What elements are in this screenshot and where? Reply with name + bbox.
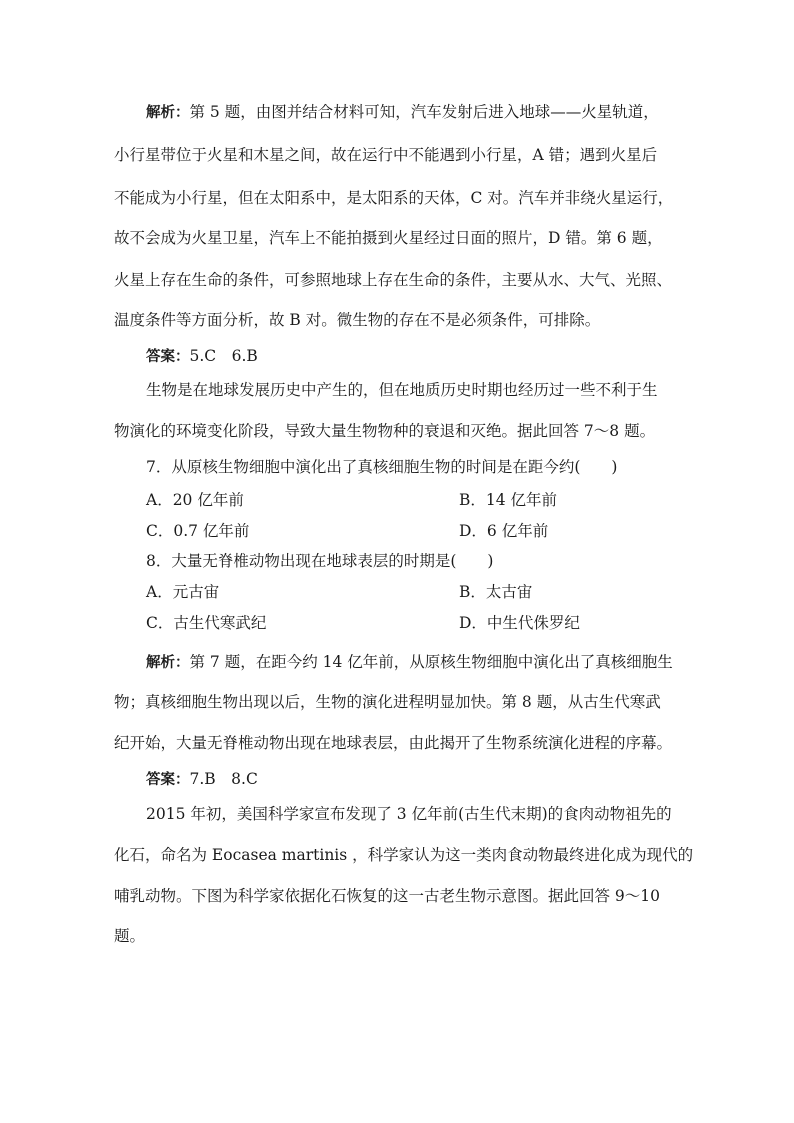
- material-line-2: 物演化的环境变化阶段，导致大量生物物种的衰退和灭绝。据此回答 7～8 题。: [114, 422, 656, 440]
- answer-label: 答案：: [146, 349, 190, 365]
- question-7-option-a[interactable]: A．20 亿年前: [146, 491, 244, 509]
- material-2-line-4: 题。: [114, 927, 146, 945]
- analysis-label: 解析：: [146, 655, 190, 671]
- analysis-line-5: 火星上存在生命的条件，可参照地球上存在生命的条件，主要从水、大气、光照、: [114, 271, 673, 289]
- question-7-option-d[interactable]: D．6 亿年前: [459, 522, 549, 540]
- analysis-label: 解析：: [146, 105, 190, 121]
- question-8-option-a[interactable]: A．元古宙: [146, 583, 220, 601]
- answer-5-6: 答案：5.C 6.B: [146, 347, 258, 365]
- analysis-7-8-line-3: 纪开始，大量无脊椎动物出现在地球表层，由此揭开了生物系统演化进程的序幕。: [114, 734, 673, 752]
- question-7-option-b[interactable]: B．14 亿年前: [459, 491, 558, 509]
- analysis-line-2: 小行星带位于火星和木星之间，故在运行中不能遇到小行星，A 错；遇到火星后: [114, 146, 658, 164]
- question-7-option-c[interactable]: C．0.7 亿年前: [146, 522, 250, 540]
- answer-label: 答案：: [146, 772, 190, 788]
- material-2-line-2: 化石，命名为 Eocasea martinis ，科学家认为这一类肉食动物最终进化成为现代的: [114, 846, 694, 864]
- analysis-7-8-line-2: 物；真核细胞生物出现以后，生物的演化进程明显加快。第 8 题，从古生代寒武: [114, 693, 661, 711]
- material-line-1: 生物是在地球发展历史中产生的，但在地质历史时期也经历过一些不利于生: [146, 381, 658, 399]
- material-2-line-1: 2015 年初，美国科学家宣布发现了 3 亿年前(古生代末期)的食肉动物祖先的: [146, 805, 672, 823]
- analysis-line-4: 故不会成为火星卫星，汽车上不能拍摄到火星经过日面的照片，D 错。第 6 题，: [114, 229, 663, 247]
- analysis-line-6: 温度条件等方面分析，故 B 对。微生物的存在不是必须条件，可排除。: [114, 311, 601, 329]
- question-7-stem: 7．从原核生物细胞中演化出了真核细胞生物的时间是在距今约( ): [146, 458, 618, 476]
- material-2-line-3: 哺乳动物。下图为科学家依据化石恢复的这一古老生物示意图。据此回答 9～10: [114, 887, 661, 905]
- question-8-option-b[interactable]: B．太古宙: [459, 583, 533, 601]
- question-8-stem: 8．大量无脊椎动物出现在地球表层的时期是( ): [146, 552, 494, 570]
- answer-7-8: 答案：7.B 8.C: [146, 770, 258, 788]
- analysis-line-1: 解析：第 5 题，由图并结合材料可知，汽车发射后进入地球——火星轨道，: [146, 103, 659, 121]
- analysis-7-8-line-1: 解析：第 7 题，在距今约 14 亿年前，从原核生物细胞中演化出了真核细胞生: [146, 653, 673, 671]
- question-8-option-c[interactable]: C．古生代寒武纪: [146, 614, 267, 632]
- analysis-line-3: 不能成为小行星，但在太阳系中，是太阳系的天体，C 对。汽车并非绕火星运行，: [114, 189, 674, 207]
- question-8-option-d[interactable]: D．中生代侏罗纪: [459, 614, 580, 632]
